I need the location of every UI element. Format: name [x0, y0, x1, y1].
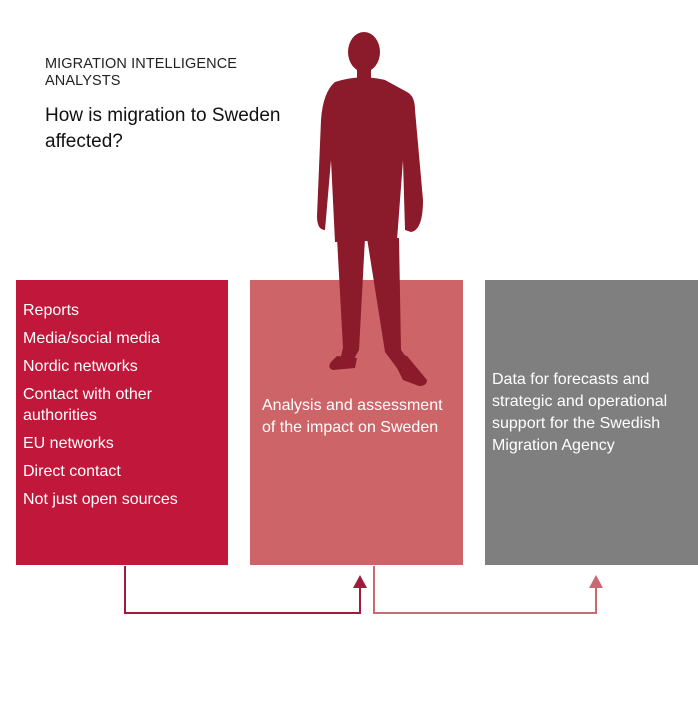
source-item: EU networks [23, 435, 114, 452]
sources-list [23, 300, 220, 510]
arrow-analysis-to-output [374, 566, 603, 613]
source-item: Nordic networks [23, 358, 138, 375]
output-text: Data for forecasts and strategic and operational support for the Swedish Migration Agency [492, 371, 668, 454]
diagram-subtitle: MIGRATION INTELLIGENCE ANALYSTS [45, 56, 238, 89]
person-silhouette-icon [315, 30, 435, 390]
source-item: Reports [23, 302, 80, 319]
sources-box [16, 280, 228, 565]
source-item: Media/social media [23, 330, 160, 347]
diagram-headline: How is migration to Sweden affected? [45, 105, 281, 152]
source-item: Direct contact [23, 463, 121, 480]
analysis-text: Analysis and assessment of the impact on Sweden [262, 397, 443, 436]
source-item: Contact with other authorities [23, 386, 152, 424]
source-item: Not just open sources [23, 491, 178, 508]
arrow-sources-to-analysis [125, 566, 367, 613]
output-box [485, 280, 698, 565]
